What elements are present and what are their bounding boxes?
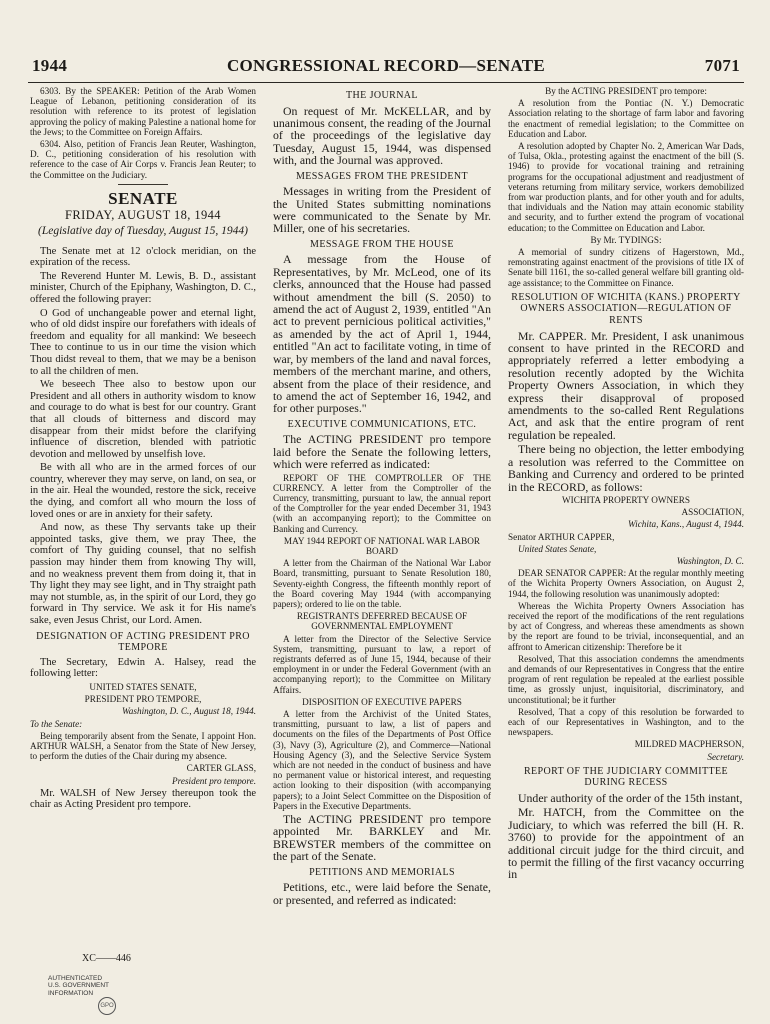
section-heading: RESOLUTION OF WICHITA (KANS.) PROPERTY OWNERS ASSOCIATION—REGULATION OF RENTS	[511, 291, 741, 327]
paragraph: Mr. CAPPER. Mr. President, I ask unanimous consent to have printed in the RECORD and appropriately referred a letter embodying a resolution recently adopted by the Wichita Property Owners Association, in which they express their disapproval of proposed amendments to the so-called Rent Regulations Act, and ask that the entire program of rent regulation be repealed.	[508, 328, 744, 442]
subheading: DISPOSITION OF EXECUTIVE PAPERS	[302, 696, 462, 707]
gpo-text: AUTHENTICATED U.S. GOVERNMENT INFORMATION	[48, 975, 110, 997]
paragraph: There being no objection, the letter embodying a resolution was referred to the Committee on Banking and Currency and ordered to be printed in the RECORD, as follows:	[508, 442, 744, 494]
paragraph: A memorial of sundry citizens of Hagerstown, Md., remonstrating against enactment of the provisions of title IX of Senate bill 1161, the so-called general welfare bill granting old-age assistance; to the Committee on Finance.	[508, 247, 744, 288]
footer-code: XC——446	[82, 953, 131, 964]
prayer-paragraph: O God of unchangeable power and eternal light, who of old didst inspire our forefathers with ideals of freedom and equality for all mankind: We beseech Thee to continue to us in our time the vision which Thou didst reveal to them, that we may be a benison to all the children of men.	[30, 307, 256, 377]
legislative-day: (Legislative day of Tuesday, August 15, 1944)	[38, 225, 248, 238]
paragraph: On request of Mr. McKELLAR, and by unanimous consent, the reading of the Journal of the proceedings of the legislative day Tuesday, August 15, 1944, was dispensed with, and the Journal was approved.	[273, 103, 491, 168]
paragraph: The ACTING PRESIDENT pro tempore appointed Mr. BARKLEY and Mr. BREWSTER members of the committee on the part of the Senate.	[273, 812, 491, 864]
paragraph: REPORT OF THE COMPTROLLER OF THE CURRENCY. A letter from the Comptroller of the Currency, transmitting, pursuant to law, the annual report of the Comptroller for the year ended December 31, 1943 (with an accompanying report); to the Committee on Banking and Currency.	[273, 472, 491, 534]
gpo-authentication-logo	[38, 975, 120, 1015]
paragraph: A letter from the Archivist of the United States, transmitting, pursuant to law, a list of papers and documents on the files of the Departments of Post Office (3), Navy (3), Agriculture (2), and Commerce—National Housing Agency (3), and the Selective Service System which are not needed in the conduct of business and have no permanent value or historical interest, and requesting action looking to their disposition (with accompanying papers); to a Joint Select Committee on the Disposition of Papers in the Executive Departments.	[273, 709, 491, 811]
paragraph: A message from the House of Representatives, by Mr. McLeod, one of its clerks, announced that the House had passed without amendment the bill (S. 2050) to amend the act of August 2, 1939, entitled "An act to prevent pernicious political activities," as amended by the act of April 1, 1944, entitled "An act to facilitate voting, in time of war, by members of the land and naval forces, members of the merchant marine, and others, absent from the place of their residence, and to amend the act of September 16, 1942, and for other purposes."	[273, 252, 491, 416]
letter-signature-title: President pro tempore.	[172, 775, 256, 786]
letter-signature-title: Secretary.	[707, 751, 744, 762]
petition-6303: 6303. By the SPEAKER: Petition of the Arab Women League of Lebanon, petitioning consideration of its resolution with reference to its protest of legislation approving the policy of making Palestine a national home for the Jews; to the Committee on Foreign Affairs.	[30, 86, 256, 137]
letter-body: Whereas the Wichita Property Owners Association has received the report of the modifications of the rent regulations by act of Congress, and whereas these amendments as shown by the report are found to be trivial, inconsequential, and an affront to American citizenship: Therefore be it	[508, 600, 744, 652]
paragraph: A letter from the Chairman of the National War Labor Board, transmitting, pursuant to Senate Resolution 180, Seventy-eighth Congress, the fifteenth monthly report of the Board covering May 1944 (with accompanying papers); ordered to lie on the table.	[273, 558, 491, 609]
letter-dateline: Washington, D. C., August 18, 1944.	[122, 706, 256, 717]
header-year: 1944	[32, 56, 68, 75]
letter-signature: CARTER GLASS,	[186, 763, 256, 774]
letter-body: DEAR SENATOR CAPPER: At the regular monthly meeting of the Wichita Property Owners Association, on August 2, 1944, the following resolution was unanimously adopted:	[508, 568, 744, 599]
letter-address: Washington, D. C.	[676, 555, 744, 566]
letterhead: ASSOCIATION,	[681, 507, 744, 518]
letter-address: United States Senate,	[518, 543, 597, 554]
session-date: FRIDAY, AUGUST 18, 1944	[65, 208, 221, 223]
prayer-paragraph: We beseech Thee also to bestow upon our President and all others in authority wisdom to know and courage to do what is best for our country. Grant that all clouds of bitterness and discord may disappear from their midst before the clarifying influence of discretion, blended with patriotic devotion and mellowed by unselfish love.	[30, 379, 256, 460]
paragraph: By Mr. TYDINGS:	[590, 234, 662, 245]
paragraph: A letter from the Director of the Selective Service System, transmitting, pursuant to law, a report of registrants deferred as of June 15, 1944, because of their employment in or under the Federal Government (with an accompanying report); to the Committee on Military Affairs.	[273, 633, 491, 695]
section-heading: DESIGNATION OF ACTING PRESIDENT PRO TEMPORE	[36, 630, 250, 654]
section-heading: REPORT OF THE JUDICIARY COMMITTEE DURING RECESS	[523, 765, 729, 789]
column-middle	[273, 86, 491, 908]
header-title: CONGRESSIONAL RECORD—SENATE	[226, 56, 546, 75]
section-heading: PETITIONS AND MEMORIALS	[309, 866, 455, 878]
letter-address: Senator ARTHUR CAPPER,	[508, 531, 615, 542]
letter-body: Being temporarily absent from the Senate, I appoint Hon. ARTHUR WALSH, a Senator from the State of New Jersey, to perform the duties of the Chair during my absence.	[30, 730, 256, 762]
page-header	[28, 56, 744, 83]
header-page-number: 7071	[704, 56, 740, 75]
paragraph: By the ACTING PRESIDENT pro tempore:	[545, 86, 707, 96]
section-heading: MESSAGE FROM THE HOUSE	[310, 238, 454, 250]
subheading: REGISTRANTS DEFERRED BECAUSE OF GOVERNMENTAL EMPLOYMENT	[296, 611, 468, 632]
letterhead: WICHITA PROPERTY OWNERS	[561, 494, 691, 505]
letter-salutation: To the Senate:	[30, 718, 83, 729]
senate-heading: SENATE	[108, 188, 178, 208]
section-heading: MESSAGES FROM THE PRESIDENT	[295, 170, 469, 182]
letterhead: UNITED STATES SENATE,	[89, 681, 197, 692]
paragraph: Messages in writing from the President of the United States submitting nominations were communicated to the Senate by Mr. Miller, one of his secretaries.	[273, 184, 491, 236]
divider	[118, 184, 168, 185]
paragraph: Mr. HATCH, from the Committee on the Judiciary, to which was referred the bill (H. R. 3760) to provide for the appointment of an additional circuit judge for the third circuit, and to permit the filling of the first vacancy occurring in	[508, 805, 744, 882]
column-left	[30, 86, 256, 813]
section-heading: EXECUTIVE COMMUNICATIONS, ETC.	[287, 418, 477, 430]
column-right	[508, 86, 744, 883]
paragraph: Under authority of the order of the 15th instant,	[518, 790, 743, 805]
paragraph: The Reverend Hunter M. Lewis, B. D., assistant minister, Church of the Epiphany, Washington, D. C., offered the following prayer:	[30, 270, 256, 305]
letter-body: Resolved, That a copy of this resolution be forwarded to each of our Representatives in Washington, and to the newspapers.	[508, 706, 744, 738]
paragraph: The Senate met at 12 o'clock meridian, on the expiration of the recess.	[30, 245, 256, 269]
paragraph: Petitions, etc., were laid before the Senate, or presented, and referred as indicated:	[273, 880, 491, 907]
paragraph: A resolution from the Pontiac (N. Y.) Democratic Association relating to the shortage of farm labor and favoring the enactment of remedial legislation; to the Committee on Education and Labor.	[508, 98, 744, 139]
paragraph: The ACTING PRESIDENT pro tempore laid before the Senate the following letters, which were referred as indicated:	[273, 432, 491, 472]
letterhead: PRESIDENT PRO TEMPORE,	[84, 694, 202, 705]
letter-dateline: Wichita, Kans., August 4, 1944.	[628, 519, 744, 530]
prayer-paragraph: Be with all who are in the armed forces of our country, wherever they may serve, on land, on sea, or in the air. Heal the wounded, restore the sick, receive the dying, and comfort all who mourn the loss of loved ones or are in anxiety for their safety.	[30, 462, 256, 520]
subheading: MAY 1944 REPORT OF NATIONAL WAR LABOR BOARD	[283, 535, 481, 556]
gpo-seal-icon: GPO	[98, 997, 116, 1015]
letter-body: Resolved, That this association condemns the amendments and demands of our Representatives in Congress that the entire program of rent regulation be repealed at the earliest possible time, as grossly unjust, inquisitorial, discriminatory, and unconstitutional; be it further	[508, 653, 744, 705]
paragraph: A resolution adopted by Chapter No. 2, American War Dads, of Tulsa, Okla., protesting against the enactment of the bill (S. 1946) to provide for vocational training and retraining programs for the occupational adjustment and readjustment of veterans returning from military service, workers demobilized from war production plants, and for other youth and for adults, that individuals and the Nation may attain economic stability and security, and to further extend the program of vocational education; to the Committee on Education and Labor.	[508, 141, 744, 233]
letter-signature: MILDRED MACPHERSON,	[634, 739, 744, 750]
prayer-paragraph: And now, as these Thy servants take up their appointed tasks, give them, we pray Thee, the comfort of Thy guiding counsel, that no selfish passion may hinder them from knowing Thy will, and no weakness prevent them from doing it, that in Thy light they may see light, and in Thy straight path may not stumble, as, in the spirit of our Lord, they go forward in Thy service. We ask it for His name's sake, even Jesus Christ, our Lord. Amen.	[30, 522, 256, 627]
section-heading: THE JOURNAL	[346, 90, 418, 101]
paragraph: The Secretary, Edwin A. Halsey, read the following letter:	[30, 656, 256, 680]
paragraph: Mr. WALSH of New Jersey thereupon took the chair as Acting President pro tempore.	[30, 787, 256, 811]
petition-6304: 6304. Also, petition of Francis Jean Reuter, Washington, D. C., petitioning consideration of his resolution with reference to the case of Air Corps v. Francis Jean Reuter; to the Committee on the Judiciary.	[30, 139, 256, 180]
